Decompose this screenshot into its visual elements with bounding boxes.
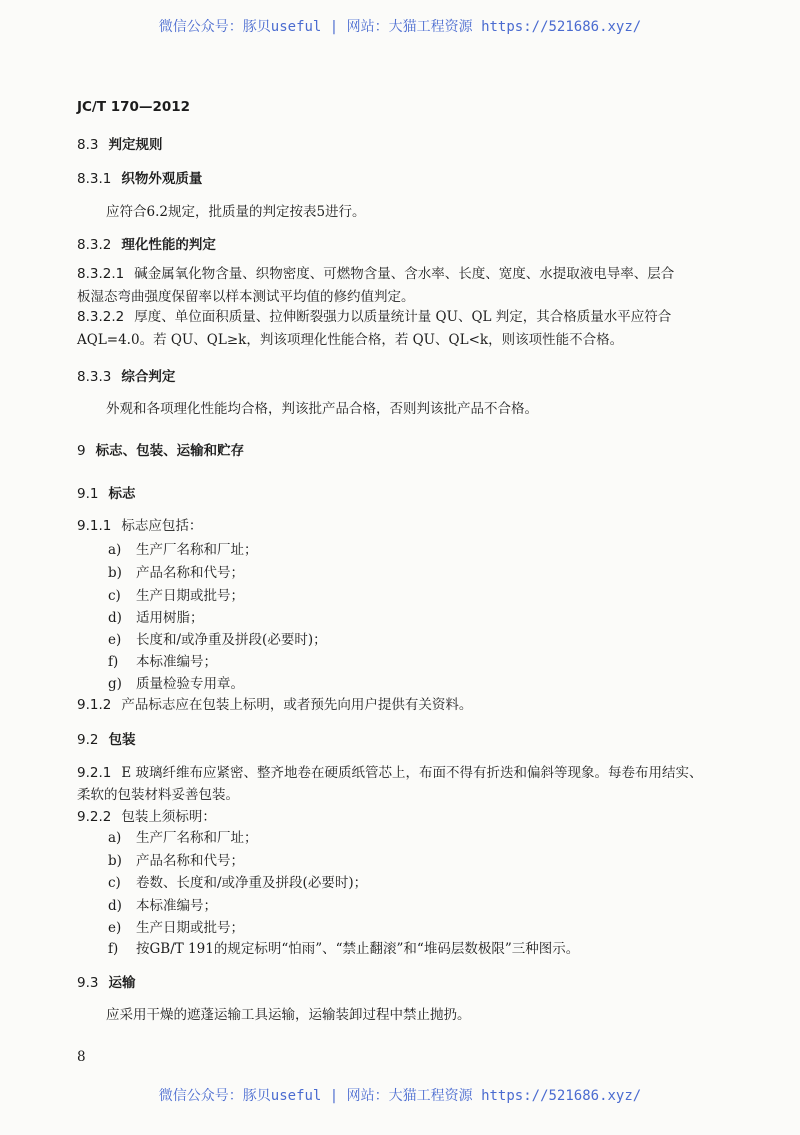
clause-text: 厚度、单位面积质量、拉伸断裂强力以质量统计量 QU、QL 判定，其合格质量水平应符合 xyxy=(134,309,672,325)
section-number: 8.3.2.1 xyxy=(77,266,125,282)
list-text: 卷数、长度和/或净重及拼段(必要时)； xyxy=(136,875,368,891)
list-marker: d) xyxy=(108,610,122,626)
list-marker: b) xyxy=(108,565,122,581)
watermark-top: 微信公众号：豚贝useful | 网站：大猫工程资源 https://521686.xyz/ xyxy=(158,19,642,35)
paragraph: AQL=4.0。若 QU、QL≥k，判该项理化性能合格，若 QU、QL<k，则该项性能不合格。 xyxy=(77,332,624,348)
list-text: 适用树脂； xyxy=(136,610,204,626)
section-number: 9.2.1 xyxy=(77,765,112,781)
section-number: 9.1.1 xyxy=(77,518,112,534)
list-marker: e) xyxy=(108,632,122,648)
section-title: 织物外观质量 xyxy=(121,171,203,187)
paragraph: 板湿态弯曲强度保留率以样本测试平均值的修约值判定。 xyxy=(77,289,415,305)
list-item xyxy=(108,653,217,671)
list-text: 产品名称和代号； xyxy=(136,853,244,869)
list-item xyxy=(108,631,327,649)
section-number: 8.3.2 xyxy=(77,237,112,253)
list-text: 生产厂名称和厂址； xyxy=(136,542,258,558)
section-number: 8.3 xyxy=(77,137,99,153)
list-text: 生产日期或批号； xyxy=(136,588,244,604)
list-item xyxy=(108,919,244,937)
list-text: 产品名称和代号； xyxy=(136,565,244,581)
clause-text: 包装上须标明： xyxy=(121,809,216,825)
section-number: 9 xyxy=(77,443,86,459)
list-marker: c) xyxy=(108,875,121,891)
section-title: 判定规则 xyxy=(108,137,163,153)
clause-text: 产品标志应在包装上标明，或者预先向用户提供有关资料。 xyxy=(121,697,473,713)
list-item xyxy=(108,940,579,958)
heading-9-2 xyxy=(77,731,135,749)
list-text: 本标准编号； xyxy=(136,654,217,670)
section-number: 9.1 xyxy=(77,486,99,502)
clause-text: 碱金属氧化物含量、织物密度、可燃物含量、含水率、长度、宽度、水提取液电导率、层合 xyxy=(134,266,675,282)
list-item xyxy=(108,852,244,870)
clause-text: E 玻璃纤维布应紧密、整齐地卷在硬质纸管芯上，布面不得有折迭和偏斜等现象。每卷布用结实、 xyxy=(121,765,703,781)
list-marker: f) xyxy=(108,941,119,957)
page-number: 8 xyxy=(77,1049,86,1065)
list-marker: c) xyxy=(108,588,121,604)
list-item xyxy=(108,609,204,627)
list-marker: f) xyxy=(108,654,119,670)
heading-9-3 xyxy=(77,974,135,992)
list-text: 生产日期或批号； xyxy=(136,920,244,936)
section-title: 标志、包装、运输和贮存 xyxy=(95,443,245,459)
list-text: 按GB/T 191的规定标明“怕雨”、“禁止翻滚”和“堆码层数极限”三种图示。 xyxy=(136,941,580,957)
list-text: 生产厂名称和厂址； xyxy=(136,830,258,846)
heading-8-3-1 xyxy=(77,170,202,188)
section-number: 8.3.3 xyxy=(77,369,112,385)
clause-8-3-2-2 xyxy=(77,308,671,326)
section-number: 9.2 xyxy=(77,732,99,748)
heading-9 xyxy=(77,442,244,460)
clause-8-3-2-1 xyxy=(77,265,674,283)
list-marker: b) xyxy=(108,853,122,869)
heading-8-3-2 xyxy=(77,236,216,254)
clause-9-2-2 xyxy=(77,808,216,826)
section-title: 运输 xyxy=(108,975,136,991)
section-number: 9.3 xyxy=(77,975,99,991)
list-item xyxy=(108,675,244,693)
paragraph: 柔软的包装材料妥善包装。 xyxy=(77,787,239,803)
section-number: 9.2.2 xyxy=(77,809,112,825)
clause-text: 标志应包括： xyxy=(121,518,203,534)
list-marker: a) xyxy=(108,542,122,558)
heading-8-3 xyxy=(77,136,162,154)
list-item xyxy=(108,564,244,582)
section-title: 综合判定 xyxy=(121,369,176,385)
list-marker: e) xyxy=(108,920,122,936)
paragraph: 应符合6.2规定，批质量的判定按表5进行。 xyxy=(106,204,366,220)
section-number: 9.1.2 xyxy=(77,697,112,713)
list-item xyxy=(108,874,367,892)
list-text: 本标准编号； xyxy=(136,898,217,914)
section-title: 理化性能的判定 xyxy=(121,237,216,253)
section-title: 包装 xyxy=(108,732,136,748)
doc-code: JC/T 170—2012 xyxy=(77,99,191,115)
heading-9-1 xyxy=(77,485,135,503)
section-title: 标志 xyxy=(108,486,136,502)
list-marker: d) xyxy=(108,898,122,914)
list-item xyxy=(108,829,258,847)
clause-9-1-1 xyxy=(77,517,202,535)
heading-8-3-3 xyxy=(77,368,175,386)
list-marker: a) xyxy=(108,830,122,846)
list-item xyxy=(108,541,258,559)
section-number: 8.3.1 xyxy=(77,171,112,187)
list-marker: g) xyxy=(108,676,122,692)
list-text: 长度和/或净重及拼段(必要时)； xyxy=(136,632,327,648)
list-item xyxy=(108,587,244,605)
clause-9-1-2 xyxy=(77,696,472,714)
paragraph: 外观和各项理化性能均合格，判该批产品合格，否则判该批产品不合格。 xyxy=(106,401,538,417)
list-item xyxy=(108,897,217,915)
list-text: 质量检验专用章。 xyxy=(136,676,244,692)
section-number: 8.3.2.2 xyxy=(77,309,125,325)
clause-9-2-1 xyxy=(77,764,703,782)
watermark-bottom: 微信公众号：豚贝useful | 网站：大猫工程资源 https://521686.xyz/ xyxy=(158,1088,642,1104)
paragraph: 应采用干燥的遮蓬运输工具运输，运输装卸过程中禁止抛扔。 xyxy=(106,1007,471,1023)
